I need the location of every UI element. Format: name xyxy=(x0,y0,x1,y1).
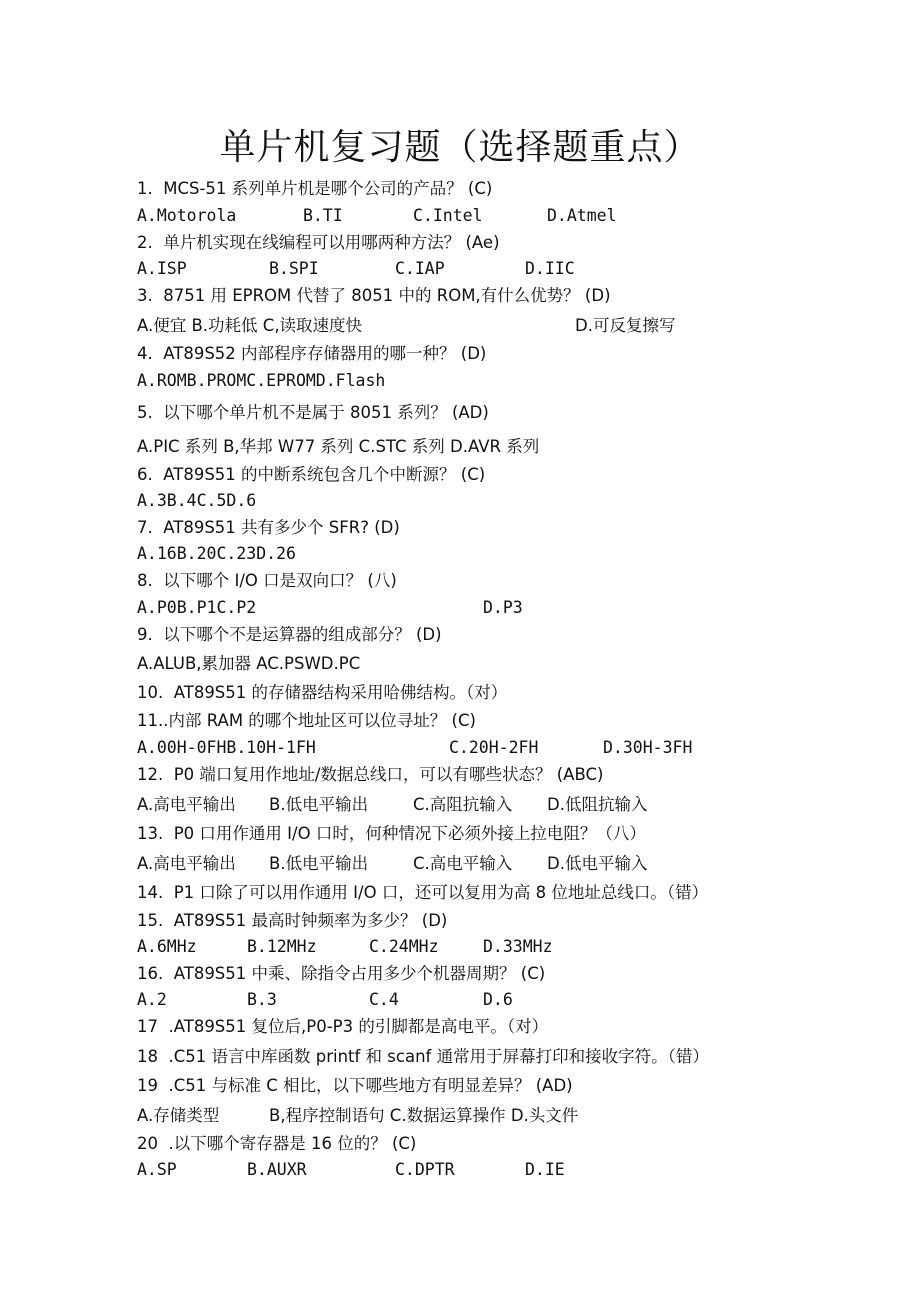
option-a: A.存储类型 xyxy=(137,1106,220,1125)
question-11: 11..内部 RAM 的哪个地址区可以位寻址？ (C) xyxy=(137,711,476,730)
question-17: 17 .AT89S51 复位后,P0-P3 的引脚都是高电平。（对） xyxy=(137,1017,549,1036)
question-5: 5. 以下哪个单片机不是属于 8051 系列？ (AD) xyxy=(137,403,489,422)
option-c: C.DPTR xyxy=(395,1160,455,1179)
question-7: 7. AT89S51 共有多少个 SFR? (D) xyxy=(137,518,400,537)
option-d: D.低电平输入 xyxy=(547,854,648,873)
option-d: D.IIC xyxy=(525,259,575,278)
question-20: 20 .以下哪个寄存器是 16 位的？ (C) xyxy=(137,1134,417,1153)
option-a: A.SP xyxy=(137,1160,177,1179)
question-12: 12. P0 端口复用作地址/数据总线口，可以有哪些状态？ (ABC) xyxy=(137,765,604,784)
option-d: D.IE xyxy=(525,1160,565,1179)
options-8 xyxy=(137,597,837,619)
option-d: D.33MHz xyxy=(483,937,553,956)
option-d: D.6 xyxy=(483,990,513,1009)
question-10: 10. AT89S51 的存储器结构采用哈佛结构。（对） xyxy=(137,683,508,702)
question-9: 9. 以下哪个不是运算器的组成部分？ (D) xyxy=(137,625,442,644)
question-14: 14. P1 口除了可以用作通用 I/O 口，还可以复用为高 8 位地址总线口。（错） xyxy=(137,883,709,902)
options-3 xyxy=(137,315,837,337)
option-d: D.P3 xyxy=(483,598,523,617)
options-12 xyxy=(137,794,837,816)
options-1 xyxy=(137,205,837,227)
option-c: C.高阻抗输入 xyxy=(413,795,513,814)
question-16: 16. AT89S51 中乘、除指令占用多少个机器周期？ (C) xyxy=(137,964,546,983)
options-2 xyxy=(137,258,837,280)
options-19 xyxy=(137,1105,837,1127)
option-c: C.20H-2FH xyxy=(449,738,539,757)
options-11 xyxy=(137,737,837,759)
option-c: C.高电平输入 xyxy=(413,854,513,873)
option-d: D.Atmel xyxy=(547,206,617,225)
option-b: B.低电平输出 xyxy=(269,854,369,873)
option-c: C.24MHz xyxy=(369,937,439,956)
options-20 xyxy=(137,1159,837,1181)
option-a: A.ISP xyxy=(137,259,187,278)
option-c: C.Intel xyxy=(413,206,483,225)
option-a: A.Motorola xyxy=(137,206,237,225)
question-2: 2. 单片机实现在线编程可以用哪两种方法？ (Ae) xyxy=(137,233,500,252)
option-b: B.低电平输出 xyxy=(269,795,369,814)
option-b: B.12MHz xyxy=(247,937,317,956)
question-19: 19 .C51 与标准 C 相比，以下哪些地方有明显差异？ (AD) xyxy=(137,1076,573,1095)
question-1: 1. MCS-51 系列单片机是哪个公司的产品？ (C) xyxy=(137,179,493,198)
options-5: A.PIC 系列 B,华邦 W77 系列 C.STC 系列 D.AVR 系列 xyxy=(137,437,540,456)
question-3: 3. 8751 用 EPROM 代替了 8051 中的 ROM,有什么优势？ (D) xyxy=(137,286,611,305)
option-abc: A.P0B.P1C.P2 xyxy=(137,598,257,617)
option-b: B.AUXR xyxy=(247,1160,307,1179)
option-d: D.低阻抗输入 xyxy=(547,795,648,814)
option-d: D.30H-3FH xyxy=(603,738,693,757)
question-8: 8. 以下哪个 I/O 口是双向口？ (八) xyxy=(137,571,397,590)
option-b: B.SPI xyxy=(269,259,319,278)
options-9: A.ALUB,累加器 AC.PSWD.PC xyxy=(137,654,361,673)
option-b: B.3 xyxy=(247,990,277,1009)
option-a: A.6MHz xyxy=(137,937,197,956)
option-ab: A.00H-0FHB.10H-1FH xyxy=(137,738,316,757)
question-15: 15. AT89S51 最高时钟频率为多少？ (D) xyxy=(137,911,448,930)
question-4: 4. AT89S52 内部程序存储器用的哪一种？ (D) xyxy=(137,344,487,363)
question-18: 18 .C51 语言中库函数 printf 和 scanf 通常用于屏幕打印和接收字符。（错） xyxy=(137,1047,709,1066)
option-c: C.4 xyxy=(369,990,399,1009)
options-15 xyxy=(137,936,837,958)
question-6: 6. AT89S51 的中断系统包含几个中断源？ (C) xyxy=(137,465,486,484)
question-13: 13. P0 口用作通用 I/O 口时，何种情况下必须外接上拉电阻？（八） xyxy=(137,824,646,843)
option-bcd: B,程序控制语句 C.数据运算操作 D.头文件 xyxy=(269,1106,579,1125)
option-a: A.高电平输出 xyxy=(137,795,236,814)
option-a: A.高电平输出 xyxy=(137,854,236,873)
option-a: A.2 xyxy=(137,990,167,1009)
options-16 xyxy=(137,989,837,1011)
option-c: C.IAP xyxy=(395,259,445,278)
option-b: B.TI xyxy=(303,206,343,225)
options-4: A.ROMB.PROMC.EPROMD.Flash xyxy=(137,371,386,390)
options-13 xyxy=(137,853,837,875)
option-d: D.可反复擦写 xyxy=(575,316,676,335)
option-abc: A.便宜 B.功耗低 C,读取速度快 xyxy=(137,316,363,335)
page-title: 单片机复习题（选择题重点） xyxy=(219,127,701,168)
options-6: A.3B.4C.5D.6 xyxy=(137,491,257,510)
options-7: A.16B.20C.23D.26 xyxy=(137,544,296,563)
